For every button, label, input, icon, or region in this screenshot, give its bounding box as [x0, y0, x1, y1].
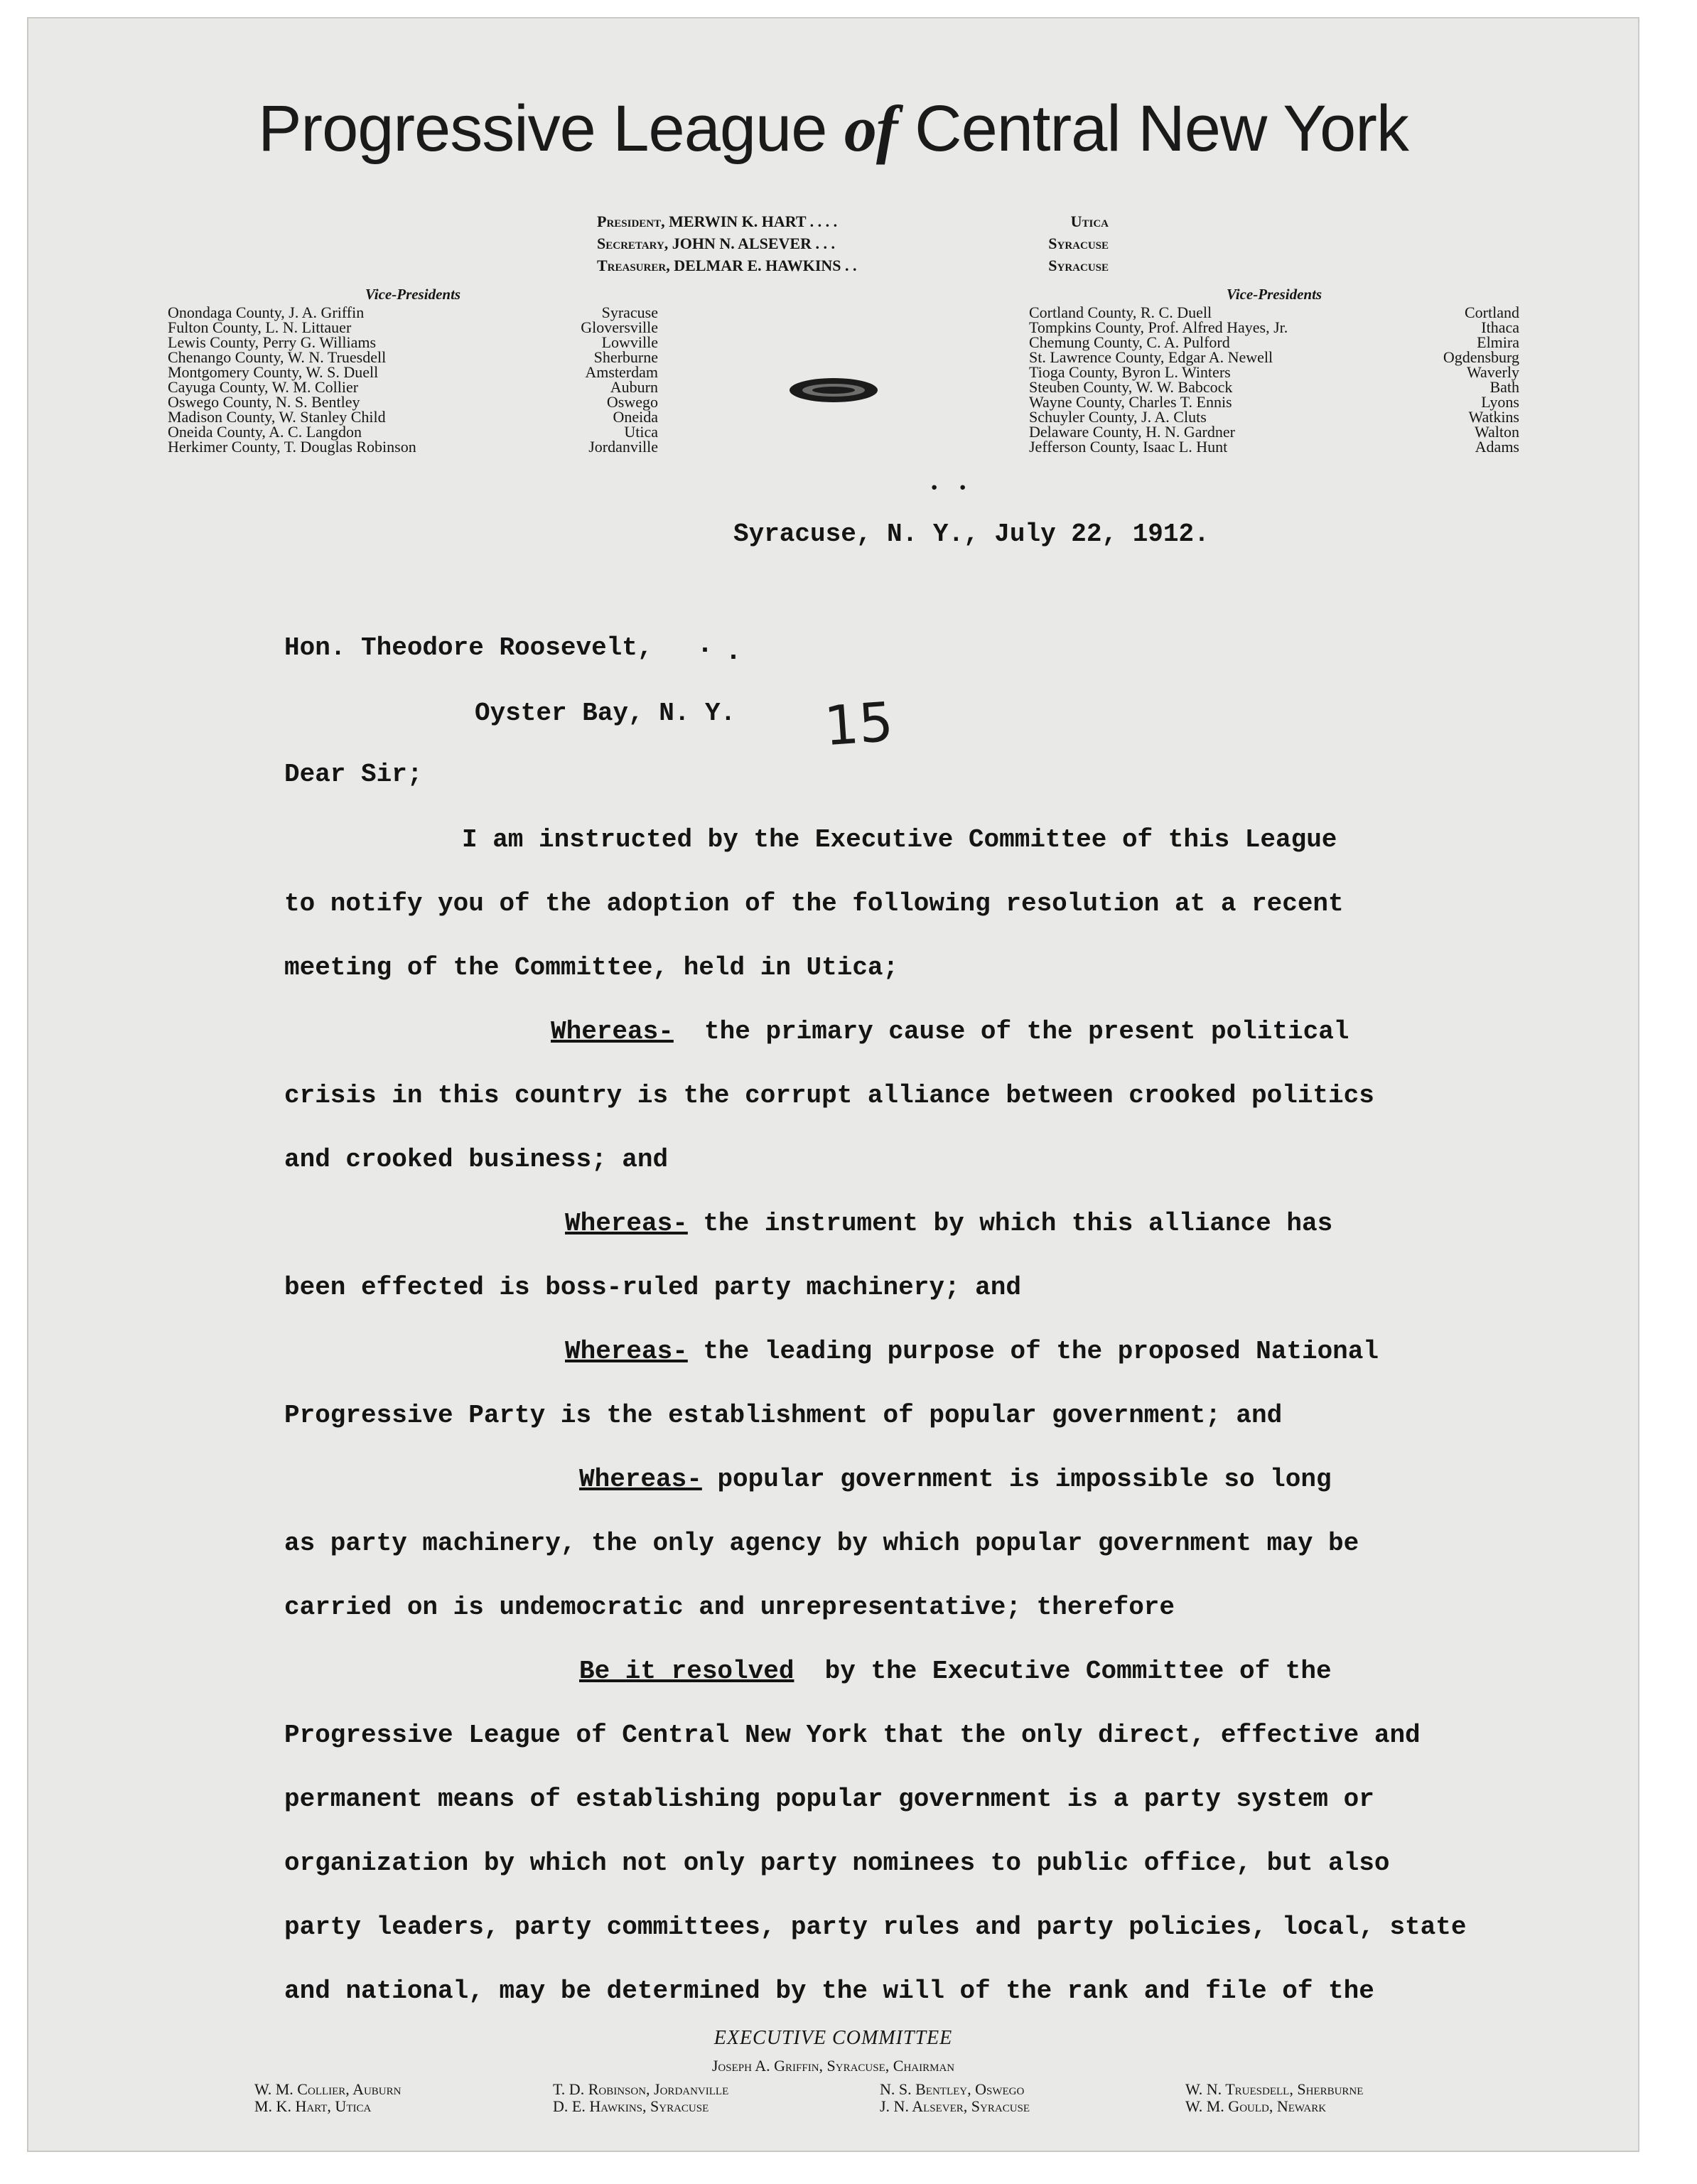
whereas-clause-2: Whereas- the instrument by which this alliance has — [565, 1209, 1333, 1238]
officer-row: Treasurer, DELMAR E. HAWKINS . . Syracuse — [597, 257, 1109, 274]
body-line: carried on is undemocratic and unrepresentative; therefore — [284, 1593, 1175, 1622]
vp-heading: Vice-Presidents — [365, 286, 461, 303]
body-line: organization by which not only party nominees to public office, but also — [284, 1849, 1390, 1878]
body-line: as party machinery, the only agency by which popular government may be — [284, 1529, 1359, 1558]
whereas-clause-1: Whereas- the primary cause of the present political — [551, 1017, 1349, 1046]
whereas-clause-4: Whereas- popular government is impossible so long — [579, 1465, 1332, 1494]
committee-member: D. E. Hawkins, Syracuse — [553, 2097, 709, 2115]
officer-row: Secretary, JOHN N. ALSEVER . . . Syracuse — [597, 235, 1109, 252]
vp-row: Chemung County, C. A. Pulford Elmira — [1029, 333, 1519, 351]
letterhead-title: Progressive League of Central New York — [258, 92, 1408, 165]
body-line: Progressive League of Central New York that the only direct, effective and — [284, 1721, 1421, 1750]
handwritten-number: 15 — [822, 689, 895, 758]
body-line: I am instructed by the Executive Committee of this League — [462, 825, 1337, 854]
committee-column — [1185, 2081, 1363, 2115]
stray-dot: · — [725, 642, 743, 674]
committee-member: W. N. Truesdell, Sherburne — [1185, 2080, 1364, 2098]
resolved-clause: Be it resolved by the Executive Committee of the — [579, 1657, 1332, 1686]
vp-row: Herkimer County, T. Douglas Robinson Jordanville — [168, 438, 658, 456]
vp-row: Wayne County, Charles T. Ennis Lyons — [1029, 393, 1519, 411]
committee-column — [880, 2081, 1030, 2115]
stray-dot: · — [930, 471, 939, 503]
body-line: party leaders, party committees, party rules and party policies, local, state — [284, 1913, 1467, 1942]
vp-row: Chenango County, W. N. Truesdell Sherburne — [168, 348, 658, 366]
vp-row: Tioga County, Byron L. Winters Waverly — [1029, 363, 1519, 381]
body-line: and crooked business; and — [284, 1145, 669, 1174]
stray-dot: · — [958, 471, 968, 503]
committee-column — [553, 2081, 728, 2115]
vp-row: Oswego County, N. S. Bentley Oswego — [168, 393, 658, 411]
executive-committee-heading: EXECUTIVE COMMITTEE — [713, 2027, 953, 2049]
body-line: to notify you of the adoption of the following resolution at a recent — [284, 889, 1344, 918]
vp-row: Jefferson County, Isaac L. Hunt Adams — [1029, 438, 1519, 456]
vp-row: St. Lawrence County, Edgar A. Newell Ogdensburg — [1029, 348, 1519, 366]
stray-dot: · — [696, 635, 714, 667]
vp-row: Montgomery County, W. S. Duell Amsterdam — [168, 363, 658, 381]
address: Oyster Bay, N. Y. — [475, 699, 736, 728]
committee-member: J. N. Alsever, Syracuse — [880, 2097, 1030, 2115]
officer-row: President, MERWIN K. HART . . . . Utica — [597, 213, 1109, 230]
vp-row: Delaware County, H. N. Gardner Walton — [1029, 423, 1519, 441]
committee-member: M. K. Hart, Utica — [254, 2097, 372, 2115]
vp-row: Cayuga County, W. M. Collier Auburn — [168, 378, 658, 396]
vp-row: Steuben County, W. W. Babcock Bath — [1029, 378, 1519, 396]
letter-date: Syracuse, N. Y., July 22, 1912. — [733, 520, 1210, 549]
addressee: Hon. Theodore Roosevelt, — [284, 633, 653, 662]
letter-body — [28, 18, 1638, 2006]
salutation: Dear Sir; — [284, 760, 423, 789]
whereas-clause-3: Whereas- the leading purpose of the proposed National — [565, 1337, 1379, 1366]
letter-page — [28, 18, 1638, 2151]
body-line: Progressive Party is the establishment of popular government; and — [284, 1401, 1283, 1430]
vp-row: Cortland County, R. C. Duell Cortland — [1029, 303, 1519, 321]
vp-heading: Vice-Presidents — [1226, 286, 1322, 303]
vp-row: Oneida County, A. C. Langdon Utica — [168, 423, 658, 441]
ampersand-of: of — [844, 92, 898, 165]
committee-chairman: Joseph A. Griffin, Syracuse, Chairman — [711, 2057, 955, 2075]
vp-row: Lewis County, Perry G. Williams Lowville — [168, 333, 658, 351]
committee-column — [254, 2081, 401, 2115]
committee-member: T. D. Robinson, Jordanville — [553, 2080, 729, 2098]
body-line: permanent means of establishing popular government is a party system or — [284, 1785, 1374, 1814]
committee-member: W. M. Gould, Newark — [1185, 2097, 1327, 2115]
body-line: been effected is boss-ruled party machinery; and — [284, 1273, 1021, 1302]
vp-row: Tompkins County, Prof. Alfred Hayes, Jr. Ithaca — [1029, 318, 1519, 336]
committee-member: W. M. Collier, Auburn — [254, 2080, 402, 2098]
vp-row: Onondaga County, J. A. Griffin Syracuse — [168, 303, 658, 321]
vp-row: Madison County, W. Stanley Child Oneida — [168, 408, 658, 426]
vp-row: Schuyler County, J. A. Cluts Watkins — [1029, 408, 1519, 426]
body-line: and national, may be determined by the will of the rank and file of the — [284, 1976, 1374, 2006]
body-line: crisis in this country is the corrupt alliance between crooked politics — [284, 1081, 1374, 1110]
committee-member: N. S. Bentley, Oswego — [880, 2080, 1025, 2098]
vp-row: Fulton County, L. N. Littauer Gloversville — [168, 318, 658, 336]
body-line: meeting of the Committee, held in Utica; — [284, 953, 899, 982]
